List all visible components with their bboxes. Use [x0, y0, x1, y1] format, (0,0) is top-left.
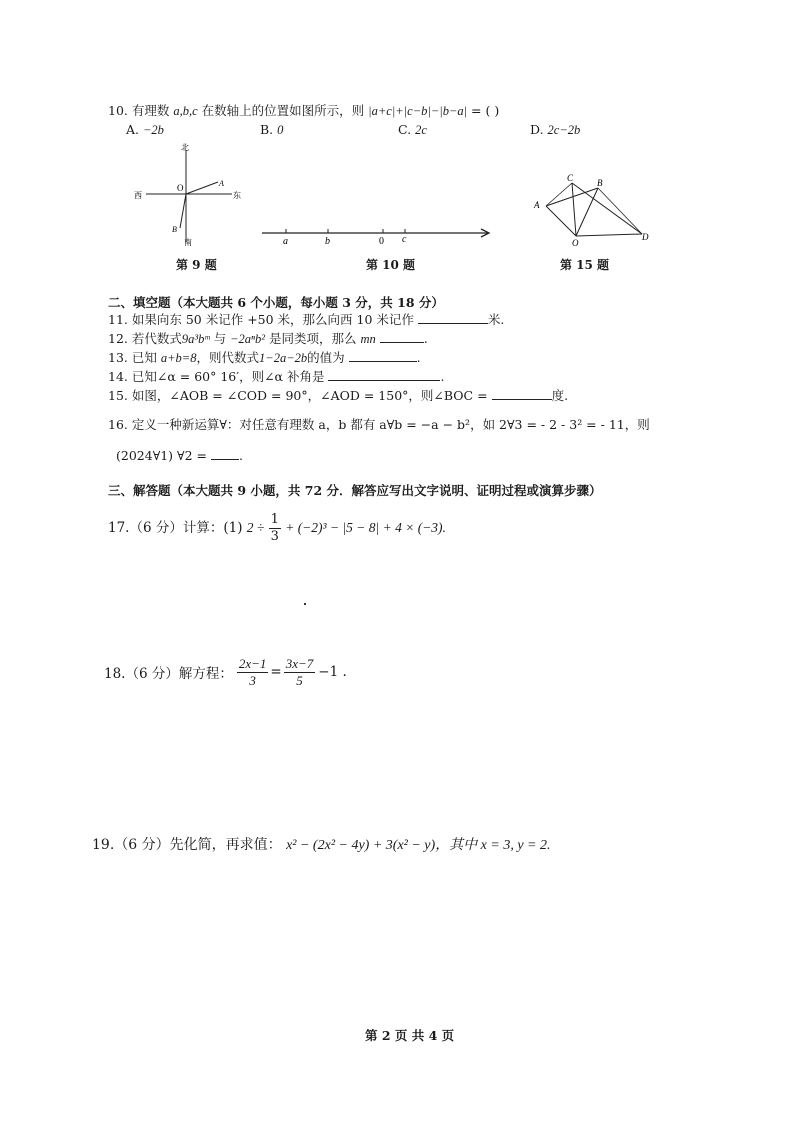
- q15-tail: 度.: [551, 388, 569, 403]
- section-3-title: 三、解答题（本大题共 9 小题，共 72 分．解答应写出文字说明、证明过程或演算步骤）: [108, 483, 602, 498]
- label-point-o: O: [572, 238, 579, 248]
- q14: [108, 367, 444, 385]
- q13-text-a: 已知: [131, 350, 157, 365]
- q18-denominator-right: 5: [296, 672, 303, 688]
- label-c: c: [402, 234, 407, 245]
- q18-numerator-right: 3x−7: [285, 655, 314, 671]
- q10-vars: a,b,c: [173, 104, 198, 118]
- ray-oa: [186, 182, 218, 194]
- q11-tail: 米.: [487, 312, 505, 327]
- q17-fraction: [269, 512, 281, 545]
- q12-expression-2: −2aⁿb²: [230, 332, 265, 346]
- q16-line-1: [108, 415, 650, 433]
- q10-option-b: [260, 122, 283, 138]
- label-point-b: B: [597, 178, 603, 188]
- q13: [108, 348, 421, 366]
- figure-15-angles: [526, 170, 656, 248]
- q18-numerator-left: 2x−1: [238, 655, 267, 671]
- segment-oc: [572, 183, 576, 236]
- q16-answer-blank[interactable]: [211, 447, 239, 460]
- q10-answer-bracket: = ( ): [471, 103, 500, 118]
- label-west: 西: [134, 191, 142, 200]
- label-point-c: C: [567, 173, 574, 183]
- figure-10-caption: 第 10 题: [366, 258, 416, 272]
- q14-number: 14.: [108, 369, 128, 384]
- segment-oa: [546, 206, 576, 236]
- q17-expression-b: + (−2)³ − |5 − 8| + 4 × (−3).: [285, 520, 446, 535]
- q10-option-c-label: C.: [398, 122, 412, 137]
- q12-text-c: 是同类项，那么: [268, 331, 357, 346]
- segment-od: [576, 234, 642, 236]
- q18-tail: −1 .: [318, 664, 347, 680]
- label-point-b: B: [172, 225, 177, 234]
- label-south: 南: [184, 238, 192, 247]
- q19: [92, 834, 551, 854]
- segment-ob: [576, 188, 598, 236]
- q10-text-b: 在数轴上的位置如图所示，则: [201, 103, 365, 118]
- q16-tail: .: [238, 448, 243, 463]
- q11-answer-blank[interactable]: [418, 311, 488, 324]
- label-a: a: [283, 236, 288, 247]
- q10-option-c-value: 2c: [415, 123, 427, 137]
- q13-condition: a+b=8: [160, 351, 197, 365]
- q10-option-d-label: D.: [530, 122, 544, 137]
- q11-text: 如果向东 50 米记作 +50 米，那么向西 10 米记作: [131, 312, 414, 327]
- segment-ab: [546, 188, 598, 206]
- q12-text-b: 与: [213, 331, 227, 346]
- label-point-a: A: [534, 200, 540, 210]
- segment-cd: [572, 183, 642, 234]
- q13-answer-blank[interactable]: [349, 349, 417, 362]
- q13-number: 13.: [108, 350, 128, 365]
- q12-tail: .: [423, 331, 428, 346]
- q14-tail: .: [440, 369, 445, 384]
- q17-prompt: 17.（6 分）计算：(1): [108, 520, 243, 536]
- q15-number: 15.: [108, 388, 128, 403]
- q15-answer-blank[interactable]: [492, 387, 552, 400]
- q19-condition: ，其中 x = 3, y = 2.: [435, 838, 551, 853]
- q19-prompt: 19.（6 分）先化简，再求值：: [92, 837, 282, 853]
- q10-option-a-label: A.: [126, 122, 140, 137]
- q10-option-c: [398, 122, 427, 138]
- q16-definition: 定义一种新运算∀：对任意有理数 a，b 都有 a∀b = −a − b²，如 2∀3 = - 2 - 3² = - 11，则: [131, 417, 650, 432]
- label-point-d: D: [642, 232, 649, 242]
- label-north: 北: [181, 143, 189, 152]
- label-zero: 0: [379, 236, 384, 247]
- figure-10-number-line: [258, 222, 498, 248]
- q18-fraction-right: [284, 656, 316, 689]
- q16-question: (2024∀1) ∀2 =: [116, 448, 207, 463]
- q14-answer-blank[interactable]: [328, 368, 440, 381]
- q10-option-b-value: 0: [277, 123, 284, 137]
- q10-option-a-value: −2b: [143, 123, 164, 137]
- q15-text: 如图，∠AOB = ∠COD = 90°，∠AOD = 150°，则∠BOC =: [131, 388, 488, 403]
- segment-bd: [598, 188, 642, 234]
- q15: [108, 386, 568, 404]
- page-footer: 第 2 页 共 4 页: [365, 1028, 455, 1043]
- q13-text-c: 的值为: [307, 350, 345, 365]
- ray-ob: [180, 194, 186, 228]
- label-origin: O: [177, 183, 184, 193]
- q18-fraction-left: [237, 656, 269, 689]
- q18-equals: =: [270, 664, 282, 680]
- q18-denominator-left: 3: [249, 672, 256, 688]
- q12: [108, 329, 428, 347]
- q13-expression: 1−2a−2b: [259, 351, 308, 365]
- q10-expression: |a+c|+|c−b|−|b−a|: [368, 104, 468, 118]
- q16-line-2: [116, 447, 243, 463]
- q13-tail: .: [416, 350, 421, 365]
- q10-text-a: 有理数: [131, 103, 170, 118]
- q17-expression-a: 2 ÷: [246, 520, 265, 535]
- q17: [108, 512, 446, 545]
- q19-expression: x² − (2x² − 4y) + 3(x² − y): [286, 838, 436, 853]
- figure-15-caption: 第 15 题: [560, 258, 610, 272]
- q10-option-d: [530, 122, 580, 138]
- q12-number: 12.: [108, 331, 128, 346]
- label-east: 东: [233, 191, 241, 200]
- q10-number: 10.: [108, 103, 128, 118]
- q12-text-a: 若代数式: [131, 331, 182, 346]
- q18-prompt: 18.（6 分）解方程：: [104, 666, 233, 682]
- q14-text: 已知∠α = 60° 16′，则∠α 补角是: [131, 369, 325, 384]
- q10-option-b-label: B.: [260, 122, 274, 137]
- q12-expression-1: 9a³bᵐ: [181, 332, 210, 346]
- q10-option-d-value: 2c−2b: [547, 123, 581, 137]
- label-b: b: [325, 236, 330, 247]
- label-point-a: A: [219, 179, 224, 188]
- segment-ac: [546, 183, 572, 206]
- q18: [104, 652, 347, 692]
- figure-9-caption: 第 9 题: [176, 258, 217, 272]
- figure-9-compass: [130, 142, 245, 247]
- q17-denominator: 3: [270, 529, 279, 544]
- q13-text-b: ，则代数式: [196, 350, 260, 365]
- q10-stem: [108, 101, 499, 119]
- q10-option-a: [126, 122, 164, 138]
- q11: [108, 310, 504, 328]
- q16-number: 16.: [108, 417, 128, 432]
- stray-dot: [304, 603, 306, 605]
- q12-mn: mn: [360, 332, 376, 346]
- q11-number: 11.: [108, 312, 128, 327]
- q12-answer-blank[interactable]: [380, 330, 424, 343]
- q17-numerator: 1: [270, 512, 279, 527]
- section-2-title: 二、填空题（本大题共 6 个小题，每小题 3 分，共 18 分）: [108, 295, 444, 310]
